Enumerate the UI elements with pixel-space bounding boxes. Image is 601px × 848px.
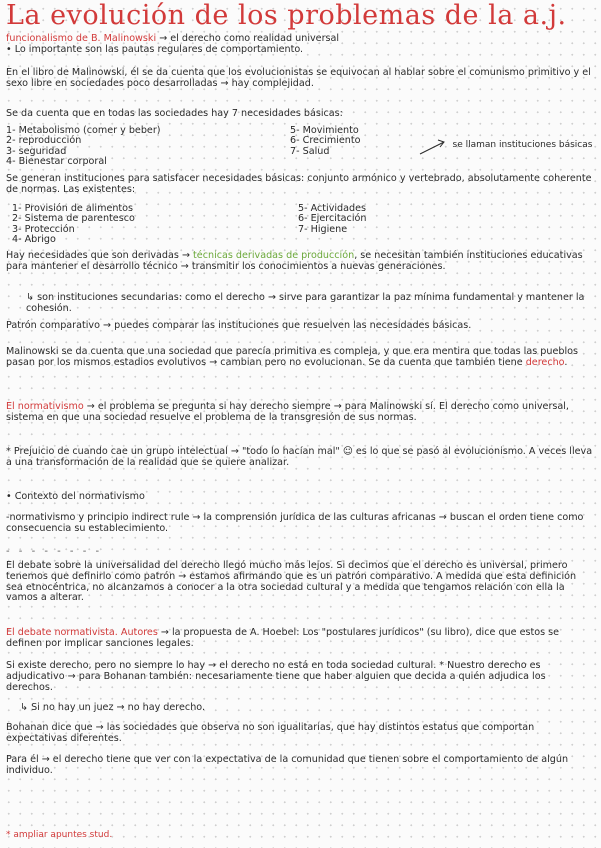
list-item: 3- Protección <box>12 223 75 235</box>
list-item: 5- Actividades <box>298 203 367 214</box>
list-item: 2- reproducción <box>6 135 82 147</box>
section-heading: El debate normativista. Autores <box>6 627 158 638</box>
paragraph: * Prejuicio de cuando cae un grupo intelectual → "todo lo hacían mal" ☺ es lo que se pasó al evolucionismo. A veces lleva a una transformación de la realidad que se quiere analizar. <box>6 446 593 468</box>
list-item: 3- seguridad <box>6 145 67 157</box>
paragraph-text: , se necesitan también instituciones educativas para mantener el desarrollo técnico → transmitir los conocimientos a nuevas generaciones. <box>6 250 583 272</box>
bullet-text: • Lo importante son las pautas regulares de comportamiento. <box>6 43 304 55</box>
list-item: 1- Metabolismo (comer y beber) <box>6 125 161 136</box>
list-item: 5- Movimiento <box>290 125 359 136</box>
section-text: → el problema se pregunta si hay derecho siempre → para Malinowski sí. El derecho como universal, sistema en que una sociedad resuelve el problema de la transgresión de sus normas. <box>6 401 569 423</box>
paragraph-text: Hay necesidades que son derivadas → <box>6 250 194 261</box>
list-item: 4- Bienestar corporal <box>6 156 107 168</box>
list-item: 1- Provisión de alimentos <box>12 203 134 214</box>
section-functionalism <box>6 34 594 56</box>
footer-note: * ampliar apuntes stud. <box>6 830 113 840</box>
paragraph: -normativismo y principio indirect rule → la comprensión jurídica de las culturas africanas → buscan el orden tiene como consecuencia su establecimiento. <box>6 512 584 534</box>
section-heading: El normativismo <box>6 401 84 412</box>
highlight-text: técnicas derivadas de producción <box>193 250 355 261</box>
paragraph <box>6 251 594 273</box>
section-text: → la propuesta de A. Hoebel: Los "postulares jurídicos" (su libro), dice que estos se definen por implicar sanciones legales. <box>6 627 560 649</box>
paragraph: En el libro de Malinowski, él se da cuenta que los evolucionistas se equivocan al hablar sobre el comunismo primitivo y el sexo libre en sociedades poco desarrolladas → hay complejidad. <box>6 67 591 89</box>
list-item: 6- Crecimiento <box>290 135 361 147</box>
paragraph: Se da cuenta que en todas las sociedades hay 7 necesidades básicas: <box>6 108 343 119</box>
section-text: → el derecho como realidad universal <box>156 33 340 44</box>
paragraph-text: . <box>564 356 568 368</box>
list-item: 4- Abrigo <box>12 234 56 246</box>
paragraph: Para él → el derecho tiene que ver con la expectativa de la comunidad que tienen sobre el comportamiento de algún individuo. <box>6 754 569 776</box>
section-heading: funcionalismo de B. Malinowski <box>6 33 157 44</box>
list-item: 2- Sistema de parentesco <box>12 213 135 225</box>
paragraph: Bohanan dice que → las sociedades que observa no son igualitarias, que hay distintos estatus que comportan expectativas diferentes. <box>6 722 535 744</box>
needs-list-left <box>6 126 286 168</box>
paragraph: • Contexto del normativismo <box>6 491 145 502</box>
section-normativism <box>6 402 594 424</box>
section-normativist-debate <box>6 628 594 650</box>
paragraph: Se generan instituciones para satisfacer necesidades básicas: conjunto armónico y vertebrado, absolutamente coherente de normas. Las existentes: <box>6 173 592 195</box>
list-item: 7- Salud <box>290 145 330 157</box>
needs-list-right <box>290 126 420 157</box>
paragraph-text: Malinowski se da cuenta que una sociedad que parecía primitiva es compleja, y que era mentira que todas las pueblos pasan por los mismos estadios evolutivos → cambian pero no evolucionan. Se da cuenta que también tiene <box>6 346 578 368</box>
highlight-text: derecho <box>525 356 565 368</box>
institutions-list-left <box>12 204 292 246</box>
institutions-list-right <box>298 204 428 235</box>
list-item: 6- Ejercitación <box>298 213 367 225</box>
paragraph: ↳ Si no hay un juez → no hay derecho. <box>20 702 206 713</box>
paragraph: Si existe derecho, pero no siempre lo hay → el derecho no está en toda sociedad cultural. * Nuestro derecho es adjudicativo → para Bohanan también: necesariamente tiene que haber alguien que decida a quién adjudica los derechos. <box>6 660 546 693</box>
needs-note: se llaman instituciones básicas <box>452 140 593 150</box>
list-item: 7- Higiene <box>298 223 348 235</box>
page-title: La evolución de los problemas de la a.j. <box>6 0 567 31</box>
paragraph: ↳ son instituciones secundarias: como el derecho → sirve para garantizar la paz mínima fundamental y mantener la cohesión. <box>26 292 585 314</box>
paragraph <box>6 347 594 369</box>
arrow-icon <box>418 136 448 158</box>
divider: - - - - - - - - <box>6 546 103 557</box>
paragraph: Patrón comparativo → puedes comparar las instituciones que resuelven las necesidades básicas. <box>6 320 472 331</box>
paragraph: El debate sobre la universalidad del derecho llegó mucho más lejos. Si decimos que el derecho es universal, primero tenemos que definirlo como patrón → estamos afirmando que es un patrón comparativo. A medida que esta definición sea etnocéntrica, no alcanzamos a conocer a la otra sociedad cultural y a medida que tengamos relación con ella la vamos a alterar. <box>6 560 577 604</box>
